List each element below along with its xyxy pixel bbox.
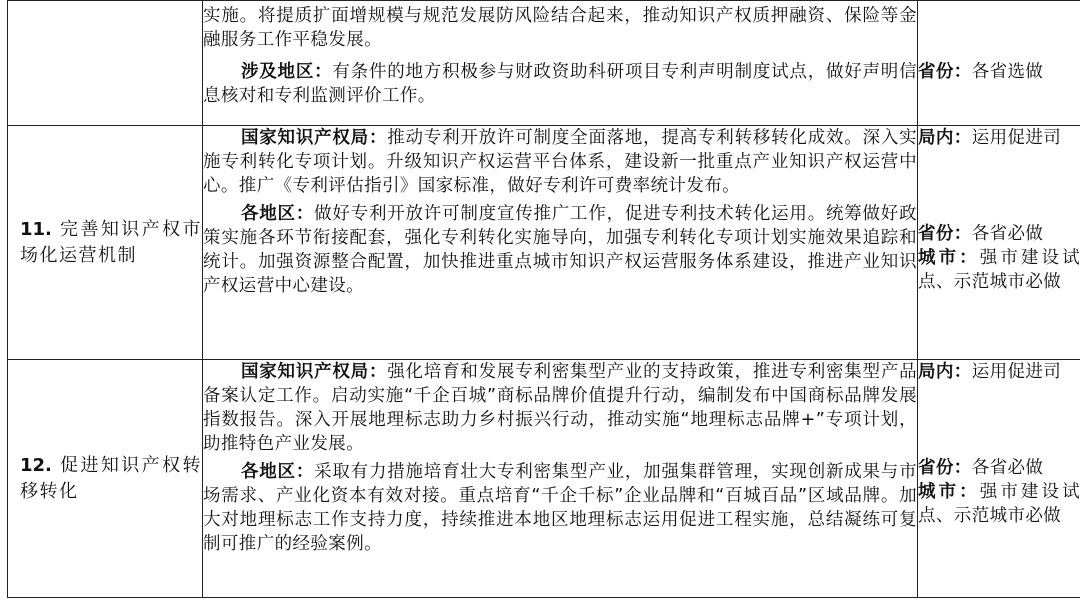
paragraph-lead: 国家知识产权局： <box>241 362 388 382</box>
paragraph-lead: 各地区： <box>241 204 315 224</box>
task-label-cell <box>8 1 203 126</box>
measures-cell <box>203 126 918 360</box>
responsibility-cell <box>918 360 1080 598</box>
paragraph-text: 推动专利开放许可制度全面落地，提高专利转移转化成效。深入实施专利转化专项计划。升级知识产权运营平台体系，建设新一批重点产业知识产权运营中心。推广《专利评估指引》国家标准，做好专利许可费率统计发布。 <box>203 128 917 196</box>
measure-paragraph <box>203 360 917 456</box>
task-title: 促进知识产权转移转化 <box>20 454 202 502</box>
paragraph-lead: 各地区： <box>241 462 315 482</box>
measures-cell <box>203 1 918 126</box>
task-label-cell <box>8 126 203 360</box>
note-lead: 省份： <box>918 224 972 244</box>
note-lead: 省份： <box>918 458 972 478</box>
responsibility-note <box>918 360 1080 384</box>
task-label <box>20 453 202 505</box>
note-lead: 局内： <box>918 362 972 382</box>
note-text: 强市建设试点、示范城市必做 <box>918 482 1080 526</box>
measure-paragraph <box>203 4 917 52</box>
paragraph-text: 强化培育和发展专利密集型产业的支持政策，推进专利密集型产品备案认定工作。启动实施“千企百城”商标品牌价值提升行动，编制发布中国商标品牌发展指数报告。深入开展地理标志助力乡村振兴行动，推动实施“地理标志品牌+”专项计划，助推特色产业发展。 <box>203 362 917 454</box>
paragraph-text: 有条件的地方积极参与财政资助科研项目专利声明制度试点，做好声明信息核对和专利监测评价工作。 <box>203 62 917 106</box>
responsibility-note <box>918 456 1080 480</box>
responsibility-note <box>918 246 1080 294</box>
task-label <box>20 217 202 269</box>
measure-paragraph <box>203 126 917 198</box>
paragraph-text: 做好专利开放许可制度宣传推广工作，促进专利技术转化运用。统筹做好政策实施各环节衔接配套，强化专利转化实施导向，加强专利转化专项计划实施效果追踪和统计。加强资源整合配置，加快推进重点城市知识产权运营服务体系建设，推进产业知识产权运营中心建设。 <box>203 204 917 296</box>
task-title: 完善知识产权市场化运营机制 <box>20 218 202 266</box>
responsibility-note <box>918 126 1080 150</box>
responsibility-note <box>918 222 1080 246</box>
paragraph-lead: 涉及地区： <box>241 62 333 82</box>
task-table <box>7 0 1080 598</box>
paragraph-lead: 国家知识产权局： <box>241 128 388 148</box>
responsibility-note <box>918 480 1080 528</box>
note-text: 强市建设试点、示范城市必做 <box>918 248 1080 292</box>
paragraph-text: 实施。将提质扩面增规模与规范发展防风险结合起来，推动知识产权质押融资、保险等金融服务工作平稳发展。 <box>203 6 917 50</box>
note-lead: 城市： <box>918 482 980 502</box>
responsibility-note <box>918 60 1080 84</box>
table-row <box>8 360 1080 598</box>
task-label-cell <box>8 360 203 598</box>
note-text: 运用促进司 <box>971 362 1062 382</box>
table-row <box>8 1 1080 126</box>
table-row <box>8 126 1080 360</box>
responsibility-cell <box>918 126 1080 360</box>
measure-paragraph <box>203 460 917 556</box>
note-text: 各省必做 <box>971 458 1044 478</box>
task-number: 11. <box>20 218 52 240</box>
measure-paragraph <box>203 202 917 298</box>
paragraph-text: 采取有力措施培育壮大专利密集型产业，加强集群管理，实现创新成果与市场需求、产业化资本有效对接。重点培育“千企千标”企业品牌和“百城百品”区域品牌。加大对地理标志工作支持力度，持续推进本地区地理标志运用促进工程实施，总结凝练可复制可推广的经验案例。 <box>203 462 917 554</box>
measure-paragraph <box>203 60 917 108</box>
note-text: 各省选做 <box>971 62 1044 82</box>
note-text: 运用促进司 <box>971 128 1062 148</box>
note-lead: 省份： <box>918 62 972 82</box>
note-lead: 局内： <box>918 128 972 148</box>
responsibility-cell <box>918 1 1080 126</box>
note-text: 各省必做 <box>971 224 1044 244</box>
note-lead: 城市： <box>918 248 980 268</box>
task-number: 12. <box>20 454 52 476</box>
measures-cell <box>203 360 918 598</box>
